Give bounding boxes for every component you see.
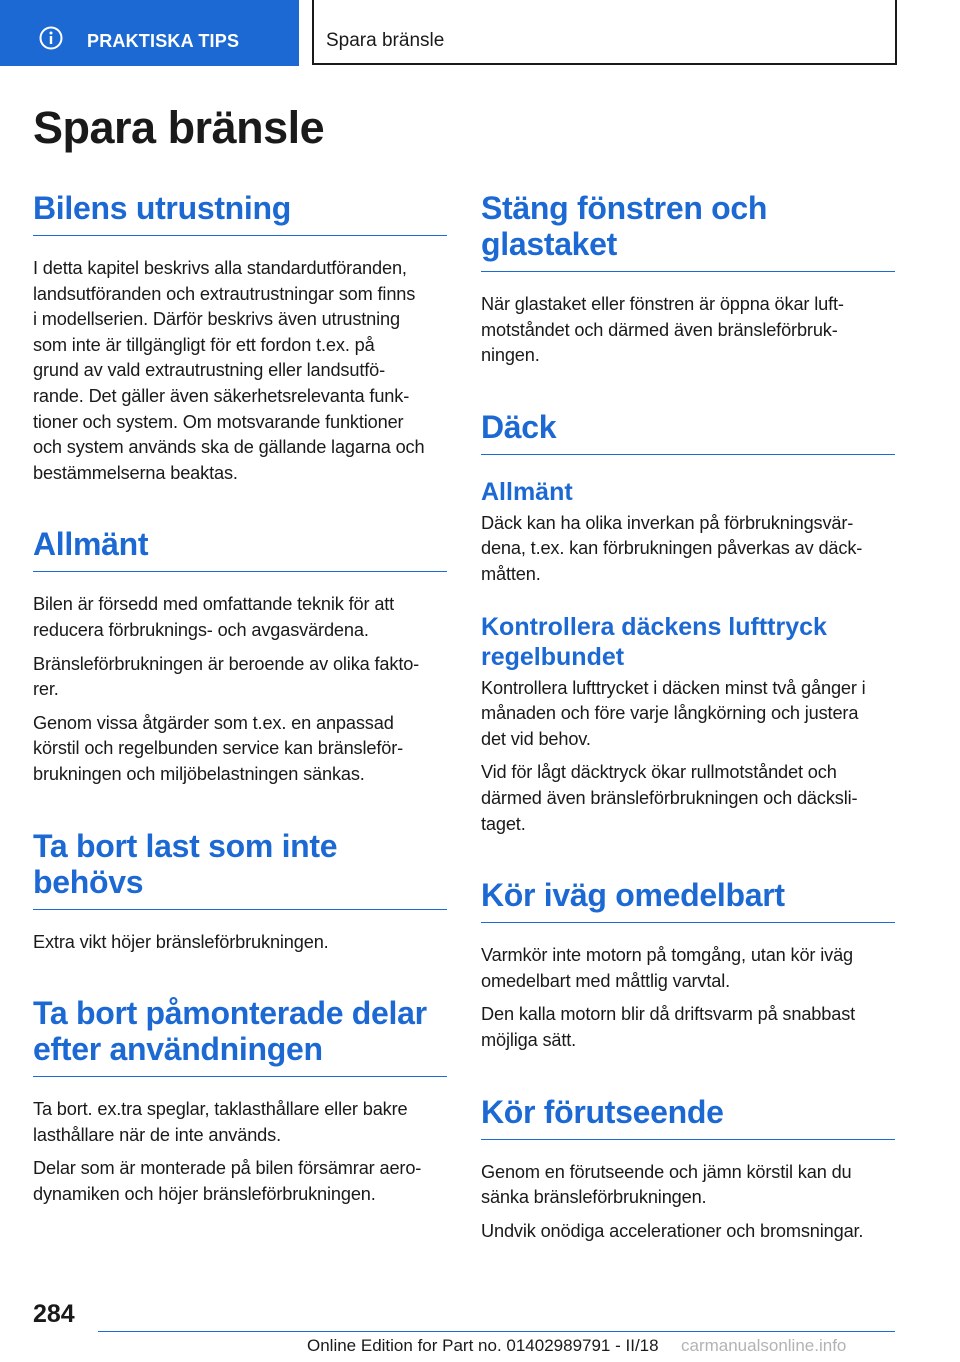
text-line: Varmkör inte motorn på tomgång, utan kör iväg (481, 945, 854, 966)
paragraph (33, 711, 447, 788)
paragraph (33, 256, 447, 486)
paragraph (481, 292, 895, 369)
text-line: När glastaket eller fönstren är öppna ökar luft- (481, 294, 844, 314)
text-line: det vid behov. (481, 728, 591, 749)
text-line: sänka bränsleförbrukningen. (481, 1187, 707, 1208)
text-line: omedelbart med måttlig varvtal. (481, 970, 731, 991)
text-line: Däck kan ha olika inverkan på förbrukningsvär- (481, 512, 854, 533)
text-line: i modellserien. Därför beskrivs även utrustning (33, 309, 400, 330)
text-line: möjliga sätt. (481, 1029, 577, 1050)
text-line: som inte är tillgängligt för ett fordon t.ex. på (33, 334, 375, 355)
text-line: Bränsleförbrukningen är beroende av olika fakto- (33, 653, 420, 674)
section-heading: Däck (481, 409, 895, 455)
text-line: Ta bort. ex.tra speglar, taklasthållare eller bakre (33, 1099, 408, 1120)
watermark: carmanualsonline.info (681, 1336, 847, 1355)
left-column (33, 190, 447, 1207)
text-line: Den kalla motorn blir då driftsvarm på snabbast (481, 1004, 856, 1025)
section-heading: Kör iväg omedelbart (481, 877, 895, 923)
paragraph (481, 1160, 895, 1211)
text-line: efter användningen (33, 1031, 323, 1068)
text-line: behövs (33, 863, 144, 900)
section-label: PRAKTISKA TIPS (87, 31, 240, 51)
paragraph (33, 592, 447, 643)
text-line: Ta bort påmonterade delar (33, 995, 427, 1032)
paragraph (33, 1156, 447, 1207)
text-line: Kontrollera lufttrycket i däcken minst två gånger i (481, 677, 866, 698)
text-line: grund av vald extrautrustning eller landsutfö- (33, 360, 386, 381)
text-line: rande. Det gäller även säkerhetsrelevanta funk- (33, 385, 410, 406)
text-line: därmed även bränsleförbrukningen och däcksli- (481, 787, 858, 808)
paragraph (481, 943, 895, 994)
text-line: och system används ska de gällande lagarna och (33, 437, 425, 458)
text-line: Bilen är försedd med omfattande teknik för att (33, 594, 395, 615)
text-line: glastaket (481, 226, 618, 262)
paragraph (33, 930, 447, 956)
text-line: Ta bort last som inte (33, 827, 338, 864)
paragraph (481, 760, 895, 837)
section-tab[interactable] (0, 0, 299, 66)
text-line: Allmänt (481, 477, 573, 506)
text-line: reducera förbruknings- och avgasvärdena. (33, 619, 369, 640)
text-line: måtten. (481, 563, 541, 584)
section-heading (481, 190, 895, 272)
edition-text: Online Edition for Part no. 01402989791 - II/18 (307, 1336, 659, 1355)
right-column (481, 190, 895, 1244)
text-line: körstil och regelbunden service kan bränsleför- (33, 738, 404, 759)
section-heading: Bilens utrustning (33, 190, 447, 236)
text-line: dena, t.ex. kan förbrukningen påverkas av däck- (481, 538, 863, 559)
text-line: lasthållare när de inte används. (33, 1124, 281, 1145)
section-heading (33, 995, 447, 1077)
footer-rule (98, 1331, 895, 1332)
text-line: Genom en förutseende och jämn körstil kan du (481, 1161, 852, 1182)
text-line: ningen. (481, 345, 540, 366)
text-line: rer. (33, 679, 59, 700)
paragraph (33, 652, 447, 703)
section-heading (33, 828, 447, 910)
text-line: Extra vikt höjer bränsleförbrukningen. (33, 931, 329, 952)
page-number: 284 (33, 1300, 75, 1328)
text-line: Delar som är monterade på bilen försämrar aero- (33, 1158, 422, 1179)
subsection-heading (481, 612, 895, 672)
subsection-heading (481, 477, 895, 507)
section-heading: Allmänt (33, 526, 447, 572)
text-line: landsutföranden och extrautrustningar som finns (33, 283, 416, 304)
text-line: brukningen och miljöbelastningen sänkas. (33, 763, 365, 784)
text-line: regelbundet (481, 642, 625, 671)
text-line: motståndet och därmed även bränsleförbruk- (481, 319, 838, 340)
text-line: Vid för lågt däcktryck ökar rullmotståndet och (481, 762, 837, 783)
text-line: tioner och system. Om motsvarande funktioner (33, 411, 404, 432)
paragraph (481, 1219, 895, 1245)
paragraph (33, 1097, 447, 1148)
text-line: Kontrollera däckens lufttryck (481, 612, 827, 641)
page-title: Spara bränsle (33, 102, 325, 153)
text-line: Stäng fönstren och (481, 190, 768, 226)
topic-tab (312, 0, 897, 65)
text-line: taget. (481, 813, 526, 834)
text-line: bestämmelserna beaktas. (33, 462, 238, 483)
paragraph (481, 1002, 895, 1053)
section-heading: Kör förutseende (481, 1094, 895, 1140)
text-line: I detta kapitel beskrivs alla standardutföranden, (33, 258, 407, 278)
paragraph (481, 511, 895, 588)
text-line: Undvik onödiga accelerationer och bromsningar. (481, 1220, 864, 1241)
text-line: dynamiken och höjer bränsleförbrukningen. (33, 1183, 376, 1204)
text-line: månaden och före varje långkörning och justera (481, 703, 859, 724)
text-line: Genom vissa åtgärder som t.ex. en anpassad (33, 712, 394, 733)
topic-label: Spara bränsle (326, 30, 445, 51)
info-icon (39, 26, 63, 50)
paragraph (481, 676, 895, 753)
